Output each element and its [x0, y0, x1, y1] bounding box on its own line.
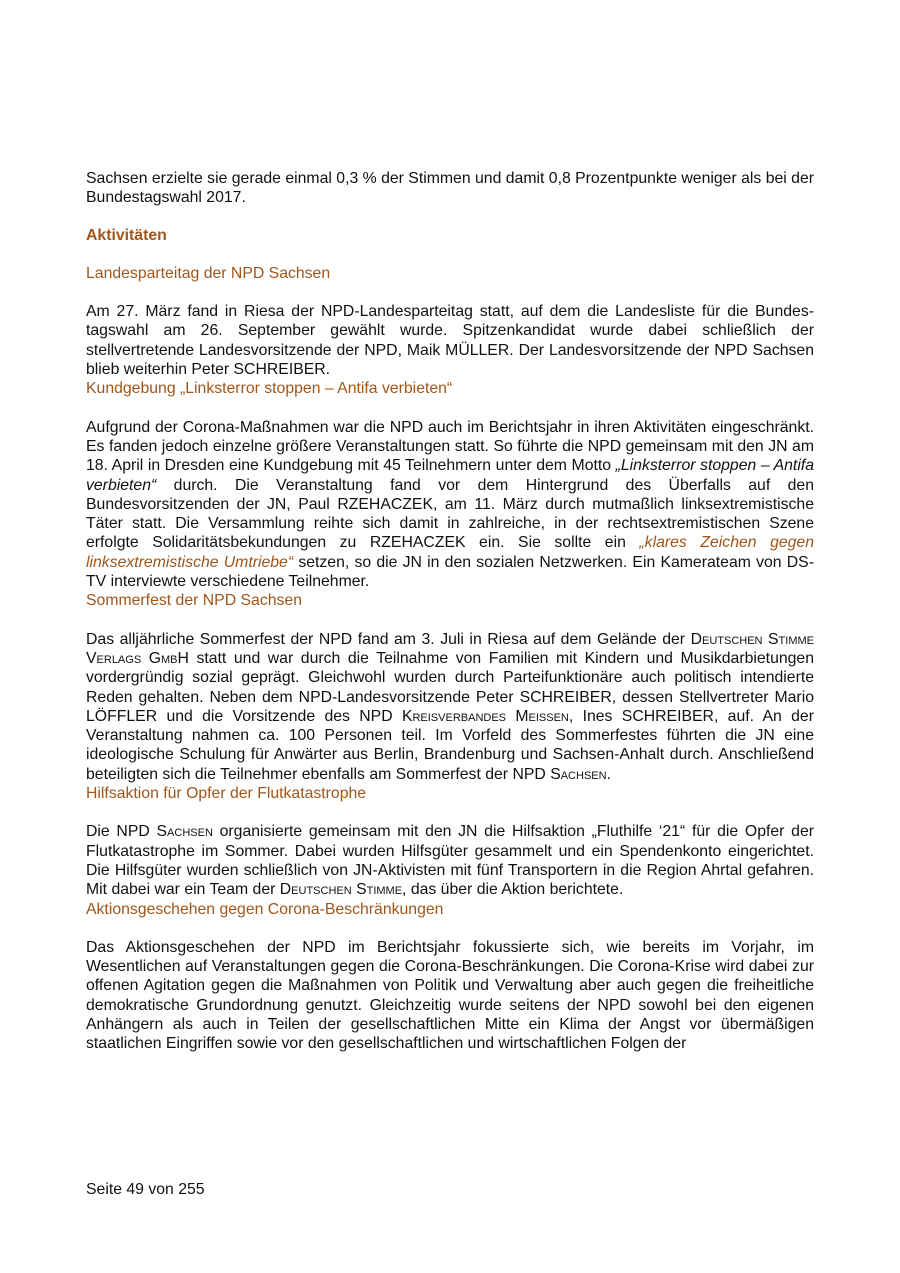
- paragraph-sommerfest: [86, 630, 814, 784]
- text-segment: organisierte gemeinsam mit den JN die Hilfsaktion „Fluthilfe ‘21“ für die Opfer der Flutkatastrophe im Sommer. Dabei wurden Hilfsgüter gesammelt und ein Spendenkonto eingerichtet. Die Hilfsgüter wurden schließlich von JN-Aktivisten mit fünf Transportern in die Region Ahrtal gefahren. Mit dabei war ein Team der: [86, 823, 814, 899]
- text-segment: , das über die Aktion berichtete.: [402, 881, 624, 899]
- subheading-aktionsgeschehen: Aktionsgeschehen gegen Corona-Beschränkungen: [86, 900, 444, 918]
- italic-quote-motto: „Linksterror stoppen – Antifa verbieten“: [86, 457, 814, 494]
- text-segment: Aufgrund der Corona-Maßnahmen war die NPD auch im Berichtsjahr in ihren Aktivitäten eingeschränkt. Es fanden jedoch einzelne größere Veranstaltungen statt. So führte die NPD gemeinsam mit den JN am 18. April in Dresden eine Kundgebung mit 45 Teilnehmern unter dem Motto: [86, 418, 814, 475]
- page-content: [86, 169, 814, 1054]
- org-name-small-caps: Sachsen: [550, 765, 607, 783]
- paragraph-hilfsaktion: [86, 822, 814, 899]
- org-name-small-caps: Deutschen Stimme: [279, 881, 403, 899]
- text-segment: durch. Die Veranstaltung fand vor dem Hintergrund des Überfalls auf den Bundesvorsitzenden der JN, Paul RZEHACZEK, am 11. März durch mutmaßlich linksextremistische Täter statt. Die Versammlung reihte sich damit in zahlreiche, in der rechtsextremistischen Szene erfolgte Solidaritätsbekundungen zu RZEHACZEK ein. Sie sollte ein: [86, 476, 814, 552]
- subheading-kundgebung: Kundgebung „Linksterror stoppen – Antifa verbieten“: [86, 380, 453, 398]
- intro-paragraph: Sachsen erzielte sie gerade einmal 0,3 % der Stimmen und damit 0,8 Prozentpunkte weniger als bei der Bundestagswahl 2017.: [86, 170, 814, 207]
- text-segment: Das alljährliche Sommerfest der NPD fand am 3. Juli in Riesa auf dem Gelände der: [86, 630, 691, 648]
- text-segment: statt und war durch die Teilnahme von Familien mit Kindern und Musikdarbietungen vordergründig sozial geprägt. Gleichwohl wurden durch Parteifunktionäre auch politisch intendierte Reden gehalten. Neben dem NPD-Landesvorsitzende Peter SCHREIBER, dessen Stellvertreter Mario LÖFFLER und die Vorsitzende des NPD: [86, 649, 815, 725]
- subheading-hilfsaktion: Hilfsaktion für Opfer der Flutkatastrophe: [86, 785, 367, 803]
- paragraph-landesparteitag: Am 27. März fand in Riesa der NPD-Landesparteitag statt, auf dem die Landesliste für die Bundestagswahl am 26. September gewählt wurde. Spitzenkandidat wurde dabei schließlich der stellvertretende Landesvorsitzende der NPD, Maik MÜLLER. Der Landesvorsitzende der NPD Sachsen blieb weiterhin Peter SCHREIBER.: [86, 303, 814, 379]
- subheading-landesparteitag: Landesparteitag der NPD Sachsen: [86, 264, 331, 282]
- subheading-sommerfest: Sommerfest der NPD Sachsen: [86, 592, 302, 610]
- org-name-small-caps: Deutschen Stimme Verlags GmbH: [86, 630, 815, 667]
- text-segment: Die NPD: [86, 823, 157, 841]
- text-segment: .: [606, 765, 611, 783]
- org-name-small-caps: Sachsen: [156, 823, 213, 841]
- org-name-small-caps: Kreisverbandes Meißen: [401, 707, 569, 725]
- italic-quote-accent: „klares Zeichen gegen linksextremistische Umtriebe“: [86, 534, 814, 571]
- paragraph-aktionsgeschehen: Das Aktionsgeschehen der NPD im Berichtsjahr fokussierte sich, wie bereits im Vorjahr, im Wesentlichen auf Veranstaltungen gegen die Corona-Beschränkungen. Die Corona-Krise wird dabei zur offenen Agitation gegen die Maßnahmen von Politik und Verwaltung aber auch gegen die freiheitliche demokratische Grundordnung genutzt. Gleichzeitig wurde seitens der NPD sowohl bei den eigenen Anhängern als auch in Teilen der gesellschaftlichen Mitte ein Klima der Angst vor übermäßigen staatlichen Eingriffen sowie vor den gesellschaftlichen und wirtschaftlichen Folgen der: [86, 938, 814, 1053]
- paragraph-kundgebung: [86, 418, 814, 592]
- text-segment: setzen, so die JN in den sozialen Netzwerken. Ein Kamerateam von DS-TV interviewte verschiedene Teilnehmer.: [86, 553, 814, 591]
- section-heading-aktivitaeten: Aktivitäten: [86, 226, 167, 244]
- text-segment: , Ines SCHREIBER, auf. An der Veranstaltung nahmen ca. 100 Personen teil. Im Vorfeld des Sommerfestes führten die JN eine ideologische Schulung für Anwärter aus Berlin, Brandenburg und Sachsen-Anhalt durch. Anschließend beteiligten sich die Teilnehmer ebenfalls am Sommerfest der NPD: [86, 707, 814, 783]
- page-footer: Seite 49 von 255: [86, 1181, 205, 1198]
